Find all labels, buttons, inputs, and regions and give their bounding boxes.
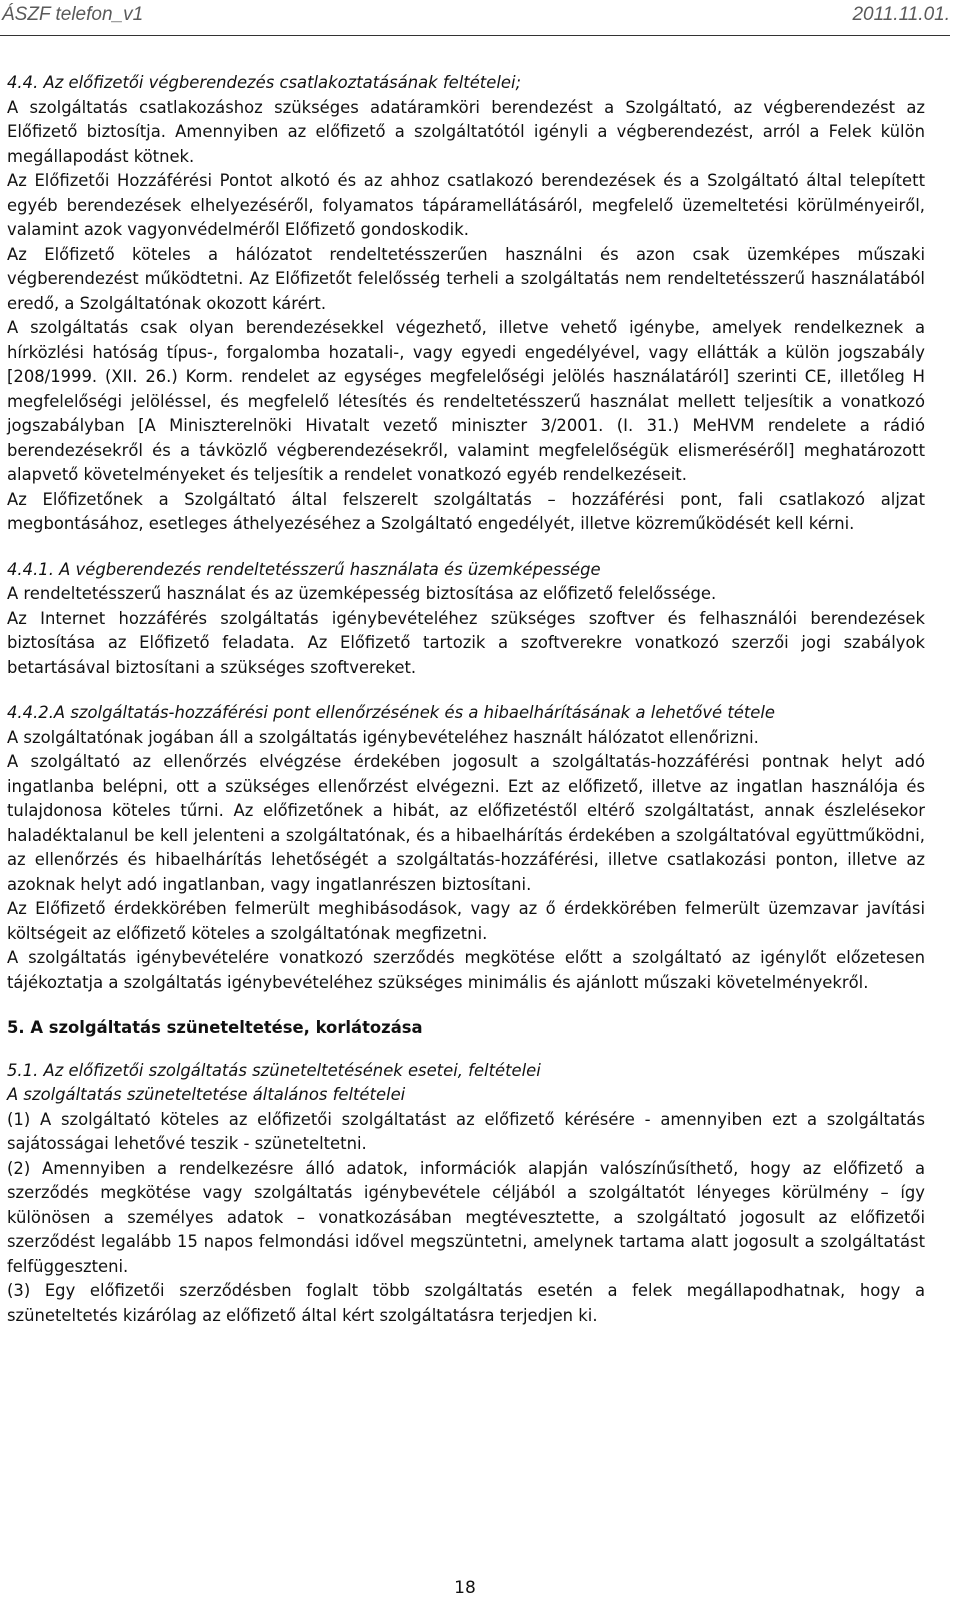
subheading: A szolgáltatás szüneteltetése általános feltételei	[7, 1085, 406, 1104]
paragraph: Az Előfizetőnek a Szolgáltató által felszerelt szolgáltatás – hozzáférési pont, fali csatlakozó aljzat megbontásához, esetleges áthelyezéséhez a Szolgáltató engedélyét, illetve közreműködését kell kérni.	[7, 489, 925, 533]
paragraph: (2) Amennyiben a rendelkezésre álló adatok, információk alapján valószínűsíthető, hogy az előfizető a szerződés megkötése vagy szolgáltatás igénybevétele céljából a szolgáltatót lényeges körülmény – így különösen a személyes adatok – vonatkozásában megtévesztette, a szolgáltató jogosult az előfizetői szerződést legalább 15 napos felmondási idővel megszüntetni, amelynek tartama alatt jogosult a szolgáltatást felfüggeszteni.	[7, 1158, 925, 1276]
paragraph: A szolgáltató az ellenőrzés elvégzése érdekében jogosult a szolgáltatás-hozzáférési pontnak helyt adó ingatlanba belépni, ott a szükséges ellenőrzést elvégezni. Ezt az előfizető, illetve az ingatlan használója és tulajdonosa köteles tűrni. Az előfizetőnek a hibát, az előfizetéstől eltérő szolgáltatást, annak észlelésekor haladéktalanul be kell jelenteni a szolgáltatónak, és a hibaelhárítás érdekében a szolgáltatóval együttműködni, az ellenőrzés és hibaelhárítás lehetőségét a szolgáltatás-hozzáférési, illetve csatlakozási ponton, illetve az azoknak helyt adó ingatlanban, vagy ingatlanrészen biztosítani.	[7, 752, 925, 894]
paragraph: A szolgáltatás csatlakozáshoz szükséges adatáramköri berendezést a Szolgáltató, az végberendezést az Előfizető biztosítja. Amennyiben az előfizető a szolgáltatótól igényli a végberendezést, arról a Felek külön megállapodást kötnek.	[7, 97, 925, 166]
spacer	[7, 537, 925, 558]
paragraph: (3) Egy előfizetői szerződésben foglalt több szolgáltatás esetén a felek megállapodhatnak, hogy a szüneteltetés kizárólag az előfizető által kért szolgáltatásra terjedjen ki.	[7, 1281, 925, 1325]
spacer	[7, 1041, 925, 1059]
document-date: 2011.11.01.	[852, 4, 950, 25]
paragraph: Az Internet hozzáférés szolgáltatás igénybevételéhez szükséges szoftver és felhasználói berendezések biztosítása az Előfizető feladata. Az Előfizető tartozik a szoftverekre vonatkozó szerzői jogi szabályok betartásával biztosítani a szükséges szoftvereket.	[7, 608, 925, 677]
heading-5-1: 5.1. Az előfizetői szolgáltatás szüneteltetésének esetei, feltételei	[7, 1060, 541, 1080]
heading-4-4-2: 4.4.2.A szolgáltatás-hozzáférési pont ellenőrzésének és a hibaelhárításának a lehetővé tétele	[7, 703, 775, 722]
paragraph: (1) A szolgáltató köteles az előfizetői szolgáltatást az előfizető kérésére - amennyiben ezt a szolgáltatás sajátosságai lehetővé teszik - szüneteltetni.	[7, 1109, 925, 1153]
paragraph: Az Előfizető köteles a hálózatot rendeltetésszerűen használni és azon csak üzemképes műszaki végberendezést működtetni. Az Előfizetőt felelősség terheli a szolgáltatás nem rendeltetésszerű használatából eredő, a Szolgáltatónak okozott kárért.	[7, 244, 925, 313]
heading-4-4-1: 4.4.1. A végberendezés rendeltetésszerű használata és üzemképessége	[7, 559, 601, 579]
paragraph: A szolgáltatónak jogában áll a szolgáltatás igénybevételéhez használt hálózatot ellenőrizni.	[7, 727, 759, 747]
paragraph: Az Előfizetői Hozzáférési Pontot alkotó és az ahhoz csatlakozó berendezések és a Szolgáltató által telepített egyéb berendezések elhelyezéséről, folyamatos tápáramellátásáról, megfelelő üzemeltetési körülményeiről, valamint azok vagyonvédelméről Előfizető gondoskodik.	[7, 171, 925, 239]
paragraph: A rendeltetésszerű használat és az üzemképesség biztosítása az előfizető felelőssége.	[7, 584, 717, 603]
document-title: ÁSZF telefon_v1	[2, 4, 144, 25]
paragraph: A szolgáltatás igénybevételére vonatkozó szerződés megkötése előtt a szolgáltató az igénylőt előzetesen tájékoztatja a szolgáltatás igénybevételéhez szükséges minimális és ajánlott műszaki követelményekről.	[7, 948, 925, 992]
page-number: 18	[454, 1578, 476, 1598]
page-header	[0, 4, 960, 34]
spacer	[7, 680, 925, 701]
spacer	[7, 995, 925, 1016]
paragraph: A szolgáltatás csak olyan berendezésekkel végezhető, illetve vehető igénybe, amelyek rendelkeznek a hírközlési hatóság típus-, forgalomba hozatali-, vagy egyedi engedélyével, vagy ellátták a külön jogszabály [208/1999. (XII. 26.) Korm. rendelet az egységes megfelelőségi jelölés használatáról] szerinti CE, illetőleg H megfelelőségi jelöléssel, és megfelelő létesítés és rendeltetésszerű használat mellett teljesítik a vonatkozó jogszabályban [A Miniszterelnöki Hivatalt vezető miniszter 3/2001. (I. 31.) MeHVM rendelete a rádió berendezésekről és a távközlő végberendezésekről, valamint megfelelőségük elismeréséről] meghatározott alapvető követelményeket és teljesítik a rendelet vonatkozó egyéb rendelkezéseit.	[7, 318, 925, 484]
page-content	[7, 71, 925, 1328]
heading-5: 5. A szolgáltatás szüneteltetése, korlátozása	[7, 1018, 423, 1037]
heading-4-4: 4.4. Az előfizetői végberendezés csatlakoztatásának feltételei;	[7, 73, 522, 92]
paragraph: Az Előfizető érdekkörében felmerült meghibásodások, vagy az ő érdekkörében felmerült üzemzavar javítási költségeit az előfizető köteles a szolgáltatónak megfizetni.	[7, 899, 925, 943]
header-rule	[0, 35, 950, 36]
